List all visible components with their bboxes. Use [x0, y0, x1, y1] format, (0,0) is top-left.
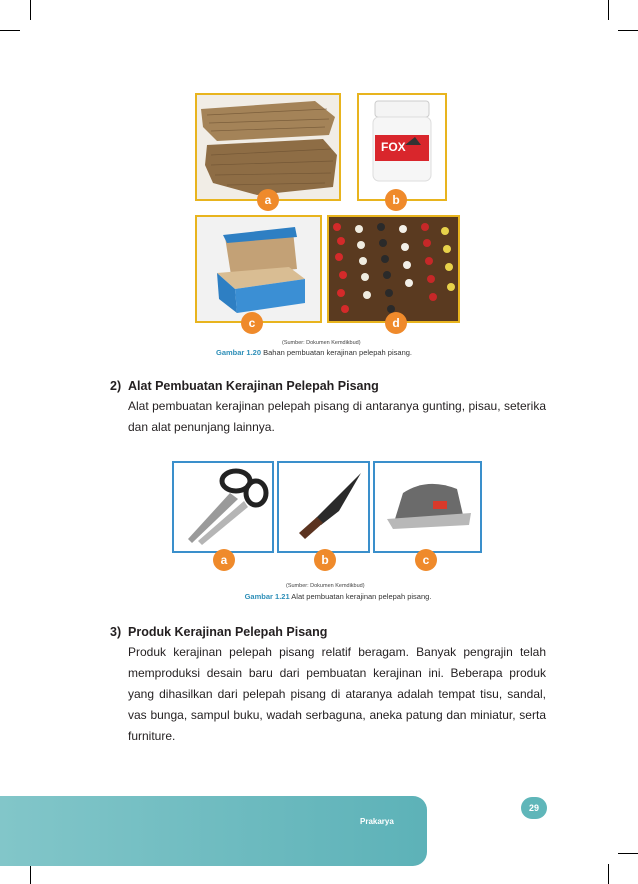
figure-caption-text: Alat pembuatan kerajinan pelepah pisang. [291, 592, 432, 601]
section-body: Alat pembuatan kerajinan pelepah pisang di antaranya gunting, pisau, seterika dan alat penunjang lainnya. [128, 399, 546, 434]
label-c: c [415, 549, 437, 571]
page-number: 29 [521, 797, 547, 819]
figure-source: (Sumber: Dokumen Kemdikbud) [286, 583, 365, 589]
figure-caption [216, 348, 412, 357]
figure-source: (Sumber: Dokumen Kemdikbud) [282, 340, 361, 346]
section-title: Alat Pembuatan Kerajinan Pelepah Pisang [128, 379, 379, 393]
beads-image [327, 215, 460, 323]
label-a: a [257, 189, 279, 211]
label-c: c [241, 312, 263, 334]
iron-image [373, 461, 482, 553]
glue-jar-image [357, 93, 447, 201]
banana-frond-image [195, 93, 341, 201]
shoe-box-image [195, 215, 322, 323]
footer-band [0, 796, 427, 866]
crop-mark [30, 864, 31, 884]
label-b: b [314, 549, 336, 571]
section-heading [110, 625, 327, 639]
crop-mark [0, 30, 20, 31]
crop-mark [608, 864, 609, 884]
figure-number: Gambar 1.21 [244, 592, 290, 601]
figure-caption [243, 592, 433, 602]
glue-brand-text: FOX [381, 140, 406, 154]
knife-image [277, 461, 370, 553]
section-number: 2) [110, 379, 122, 393]
crop-mark [618, 853, 638, 854]
crop-mark [30, 0, 31, 20]
section-title: Produk Kerajinan Pelepah Pisang [128, 625, 328, 639]
section-heading [110, 379, 379, 393]
figure-number: Gambar 1.20 [216, 348, 262, 357]
label-d: d [385, 312, 407, 334]
label-b: b [385, 189, 407, 211]
label-a: a [213, 549, 235, 571]
footer-label: Prakarya [360, 817, 394, 826]
scissors-image [172, 461, 274, 553]
section-number: 3) [110, 625, 122, 639]
section-body: Produk kerajinan pelepah pisang relatif beragam. Banyak pengrajin telah memproduksi desain baru dari pembuatan kerajinan ini. Beberapa produk yang dihasilkan dari pelepah pisang di ataranya adalah tempat tisu, sandal, vas bunga, sampul buku, wadah serbaguna, aneka patung dan miniatur, serta furniture. [128, 645, 546, 743]
figure-caption-text: Bahan pembuatan kerajinan pelepah pisang. [263, 348, 412, 357]
crop-mark [608, 0, 609, 20]
crop-mark [618, 30, 638, 31]
